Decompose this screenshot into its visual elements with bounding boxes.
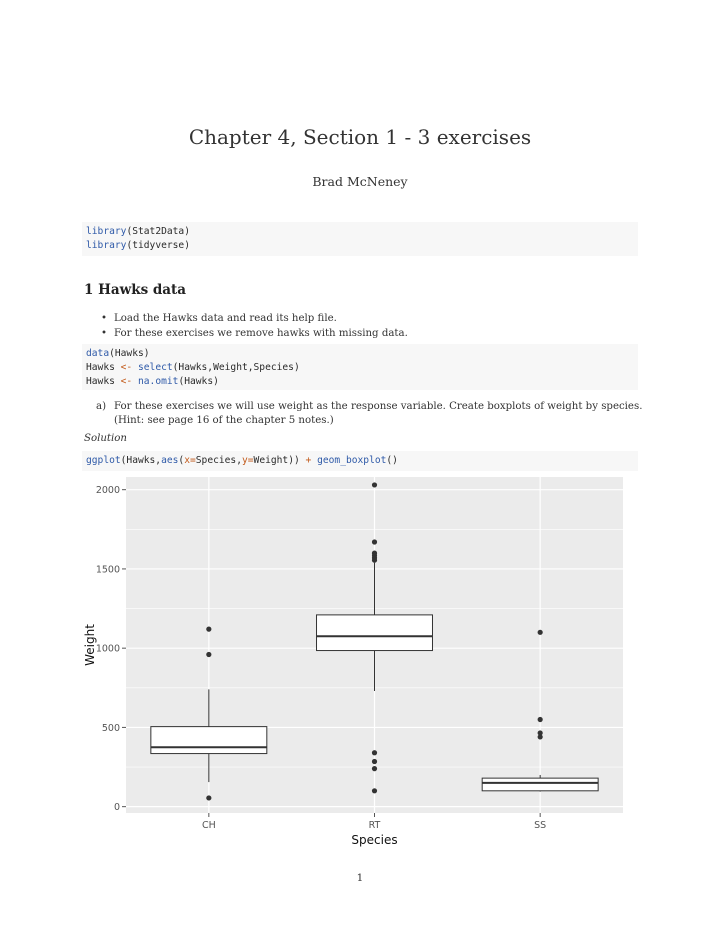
code-block-hawks xyxy=(82,344,638,390)
outlier-point xyxy=(372,759,377,764)
exercise-text: For these exercises we will use weight as the response variable. Create boxplots of weight by species. (Hint: see page 16 of the chapter 5 notes.) xyxy=(114,401,643,426)
bullet-item: • For these exercises we remove hawks with missing data. xyxy=(101,326,408,341)
exercise-marker: a) xyxy=(96,401,107,412)
code-token: Weight)) xyxy=(253,455,306,466)
code-line xyxy=(86,361,634,375)
code-token: Species, xyxy=(195,455,242,466)
outlier-point xyxy=(372,539,377,544)
solution-label: Solution xyxy=(84,433,127,444)
outlier-point xyxy=(372,558,377,563)
code-block-libraries xyxy=(82,222,638,256)
code-token: (Hawks) xyxy=(109,348,150,359)
outlier-point xyxy=(538,734,543,739)
code-token: (tidyverse) xyxy=(126,240,190,251)
y-tick-label: 500 xyxy=(101,722,120,734)
code-line xyxy=(86,454,634,468)
outlier-point xyxy=(372,766,377,771)
code-operator-token: + xyxy=(305,455,312,466)
code-function-token: aes xyxy=(161,455,179,466)
y-tick-label: 1000 xyxy=(95,643,120,655)
iqr-box xyxy=(317,615,433,651)
outlier-point xyxy=(538,630,543,635)
code-function-token: data xyxy=(86,348,110,359)
y-tick-label: 2000 xyxy=(95,485,120,497)
code-block-plot xyxy=(82,451,638,471)
code-function-token: library xyxy=(86,240,127,251)
iqr-box xyxy=(482,778,598,791)
boxplot-chart xyxy=(80,475,640,847)
code-function-token: select xyxy=(138,362,173,373)
code-token: (Hawks) xyxy=(178,376,219,387)
x-tick-label: CH xyxy=(201,820,216,831)
outlier-point xyxy=(372,750,377,755)
code-function-token: ggplot xyxy=(86,455,121,466)
outlier-point xyxy=(206,652,211,657)
exercise-item xyxy=(96,400,644,427)
code-operator-token: x= xyxy=(184,455,196,466)
code-token: Hawks xyxy=(86,362,121,373)
document-title: Chapter 4, Section 1 - 3 exercises xyxy=(188,125,532,149)
document-author: Brad McNeney xyxy=(312,174,408,189)
code-function-token: na.omit xyxy=(138,376,179,387)
bullet-item: • Load the Hawks data and read its help file. xyxy=(101,311,408,326)
code-token: Hawks xyxy=(86,376,121,387)
code-token: ( xyxy=(178,455,185,466)
x-tick-label: RT xyxy=(368,820,381,831)
code-line xyxy=(86,347,634,361)
y-tick-label: 1500 xyxy=(95,564,120,576)
code-operator-token: <- xyxy=(120,376,133,387)
code-line xyxy=(86,375,634,389)
code-function-token: library xyxy=(86,226,127,237)
section-heading: 1 Hawks data xyxy=(84,282,187,298)
code-token: (Stat2Data) xyxy=(126,226,190,237)
y-tick-label: 0 xyxy=(113,802,120,814)
y-axis-label: Weight xyxy=(83,624,97,666)
code-operator-token: y= xyxy=(241,455,254,466)
page-number: 1 xyxy=(356,872,364,884)
outlier-point xyxy=(206,627,211,632)
x-axis-label: Species xyxy=(351,833,398,847)
outlier-point xyxy=(372,788,377,793)
code-token: () xyxy=(386,455,398,466)
code-token: (Hawks,Weight,Species) xyxy=(172,362,300,373)
x-tick-label: SS xyxy=(534,820,547,831)
bullet-list xyxy=(101,311,408,341)
code-function-token: geom_boxplot xyxy=(317,455,387,466)
code-line xyxy=(86,239,634,253)
outlier-point xyxy=(538,717,543,722)
code-token: (Hawks, xyxy=(120,455,162,466)
code-line xyxy=(86,225,634,239)
outlier-point xyxy=(372,482,377,487)
iqr-box xyxy=(151,727,267,754)
outlier-point xyxy=(206,795,211,800)
code-operator-token: <- xyxy=(120,362,133,373)
